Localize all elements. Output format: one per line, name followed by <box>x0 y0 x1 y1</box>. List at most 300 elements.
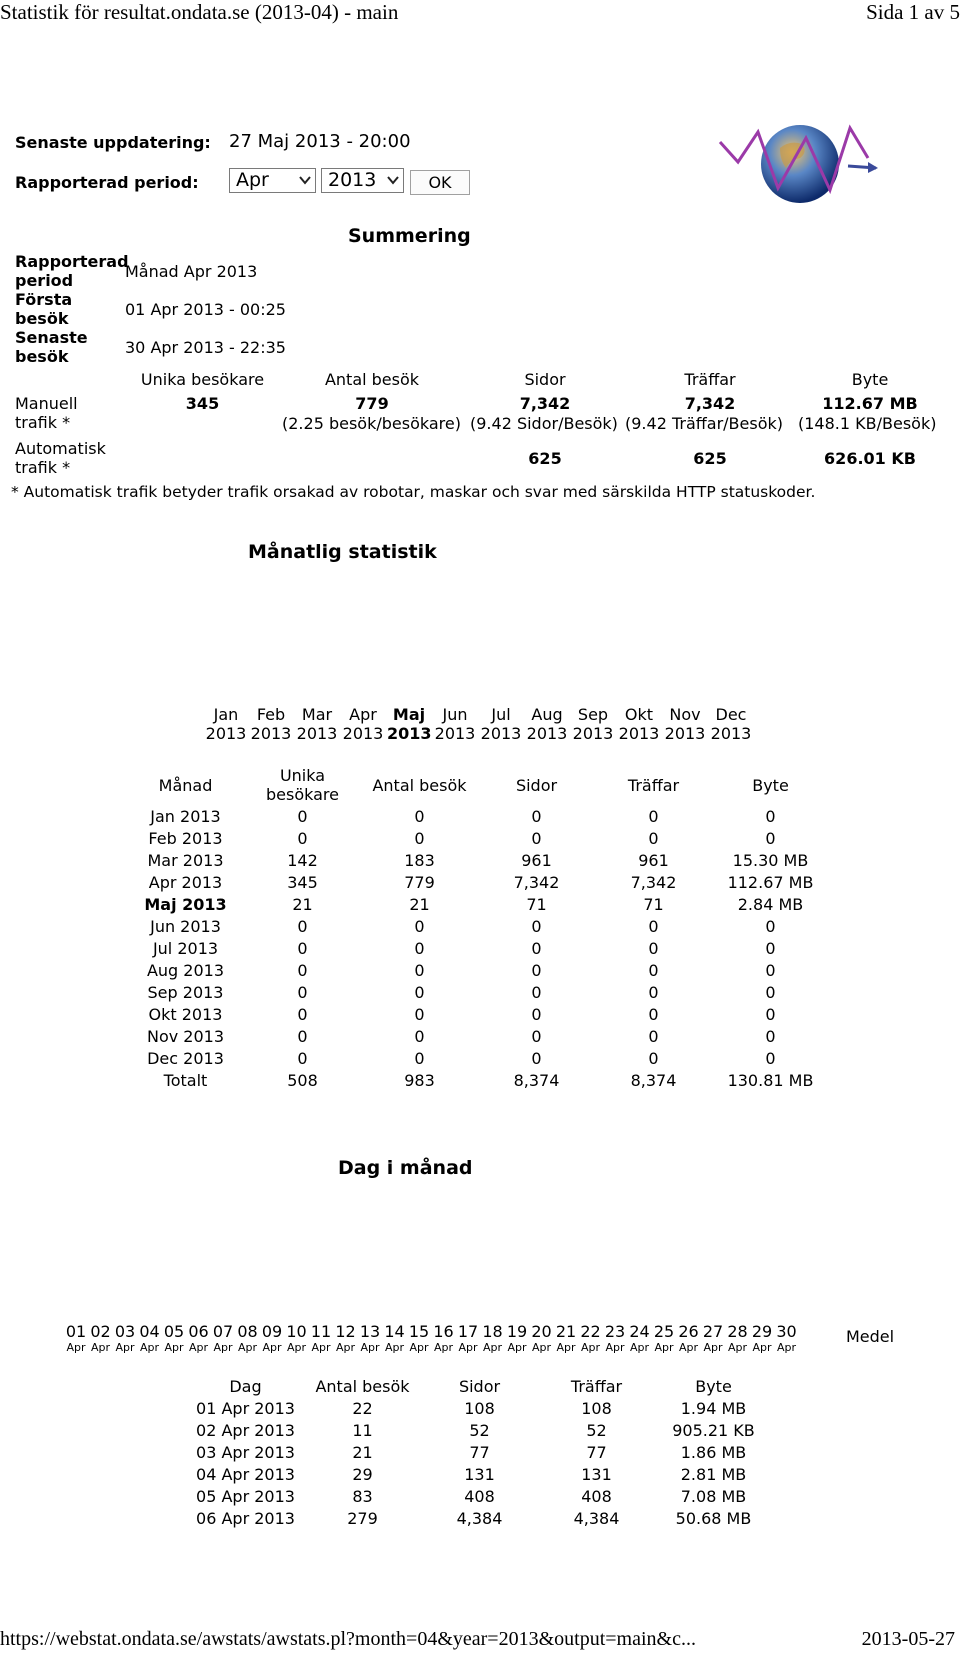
day-nav-number: 15 <box>408 1322 430 1341</box>
manual-visits: 779 <box>355 394 389 413</box>
table-row <box>127 959 829 981</box>
value-cell: 961 <box>638 850 669 870</box>
day-nav-number: 25 <box>653 1322 675 1341</box>
day-nav-number: 12 <box>335 1322 356 1341</box>
header-pages: Sidor <box>515 775 558 795</box>
value-cell: 0 <box>297 916 308 936</box>
value-cell: 0 <box>414 916 425 936</box>
day-nav-month: Apr <box>629 1341 650 1354</box>
value-cell: 108 <box>581 1398 612 1418</box>
value-cell: 2.81 MB <box>680 1464 747 1484</box>
ok-button[interactable]: OK <box>410 170 470 195</box>
value-cell: 8,374 <box>630 1070 677 1090</box>
first-visit-value: 01 Apr 2013 - 00:25 <box>125 300 286 319</box>
day-nav-item[interactable] <box>137 1322 163 1354</box>
print-header-title: Statistik för resultat.ondata.se (2013-04) - main <box>0 0 399 24</box>
last-update-value: 27 Maj 2013 - 20:00 <box>229 131 411 152</box>
value-cell: 0 <box>765 982 776 1002</box>
daily-nav <box>63 1322 843 1358</box>
day-nav-item[interactable] <box>627 1322 653 1354</box>
value-cell: 0 <box>648 960 659 980</box>
value-cell: 0 <box>765 938 776 958</box>
day-cell: 05 Apr 2013 <box>196 1486 295 1506</box>
value-cell: 0 <box>531 1048 542 1068</box>
value-cell: 21 <box>352 1442 373 1462</box>
nav-month-apr[interactable]: Apr <box>349 705 377 724</box>
value-cell: 0 <box>765 1004 776 1024</box>
day-nav-item[interactable] <box>749 1322 775 1354</box>
day-nav-month: Apr <box>458 1341 478 1354</box>
day-nav-month: Apr <box>409 1341 429 1354</box>
table-row <box>127 805 829 827</box>
value-cell: 71 <box>526 894 547 914</box>
month-cell: Mar 2013 <box>147 850 224 870</box>
year-select-value: 2013 <box>328 169 377 191</box>
value-cell: 1.94 MB <box>680 1398 747 1418</box>
value-cell: 0 <box>531 916 542 936</box>
first-visit-label: Första besök <box>15 290 73 328</box>
manual-hits-per-visit: (9.42 Träffar/Besök) <box>625 414 784 433</box>
nav-month-okt[interactable]: Okt <box>624 705 654 724</box>
month-cell: Apr 2013 <box>148 872 223 892</box>
day-nav-number: 07 <box>212 1322 234 1341</box>
value-cell: 779 <box>404 872 435 892</box>
value-cell: 0 <box>765 806 776 826</box>
nav-year: 2013 <box>480 724 522 743</box>
day-nav-item[interactable] <box>357 1322 383 1354</box>
day-nav-item[interactable] <box>112 1322 138 1354</box>
value-cell: 183 <box>404 850 435 870</box>
day-nav-item[interactable] <box>651 1322 677 1354</box>
day-nav-item[interactable] <box>210 1322 236 1354</box>
period-label: Rapporterad period: <box>15 173 199 192</box>
header-day: Dag <box>229 1376 262 1396</box>
day-nav-month: Apr <box>752 1341 772 1354</box>
header-unique: Unika besökare <box>266 766 339 804</box>
day-cell: 06 Apr 2013 <box>196 1508 295 1528</box>
value-cell: 0 <box>531 960 542 980</box>
day-nav-month: Apr <box>433 1341 454 1354</box>
day-nav-number: 13 <box>359 1322 381 1341</box>
day-nav-number: 23 <box>604 1322 626 1341</box>
table-row <box>127 915 829 937</box>
nav-year: 2013 <box>618 724 660 743</box>
chevron-down-icon <box>299 174 311 186</box>
monthly-nav <box>200 705 760 745</box>
day-nav-month: Apr <box>139 1341 160 1354</box>
day-nav-item[interactable] <box>700 1322 726 1354</box>
day-nav-number: 18 <box>482 1322 503 1341</box>
day-nav-number: 17 <box>457 1322 479 1341</box>
value-cell: 0 <box>297 938 308 958</box>
value-cell: 77 <box>586 1442 607 1462</box>
nav-month-aug[interactable]: Aug <box>531 705 563 724</box>
value-cell: 130.81 MB <box>727 1070 814 1090</box>
value-cell: 0 <box>414 960 425 980</box>
value-cell: 0 <box>765 1048 776 1068</box>
header-visits: Antal besök <box>372 775 467 795</box>
day-nav-number: 20 <box>531 1322 552 1341</box>
auto-hits: 625 <box>693 449 727 468</box>
day-nav-item[interactable] <box>602 1322 628 1354</box>
table-row <box>187 1485 772 1507</box>
table-row <box>127 849 829 871</box>
manual-hits: 7,342 <box>684 394 736 413</box>
col-header-hits: Träffar <box>684 370 736 389</box>
day-nav-item[interactable] <box>333 1322 359 1354</box>
value-cell: 408 <box>581 1486 612 1506</box>
value-cell: 0 <box>648 938 659 958</box>
day-nav-item[interactable] <box>63 1322 89 1354</box>
day-nav-number: 11 <box>310 1322 332 1341</box>
nav-year: 2013 <box>387 724 432 743</box>
day-nav-month: Apr <box>188 1341 209 1354</box>
day-nav-month: Apr <box>384 1341 405 1354</box>
col-header-unique: Unika besökare <box>140 370 265 389</box>
month-cell: Maj 2013 <box>144 894 227 914</box>
day-nav-item[interactable] <box>578 1322 604 1354</box>
day-nav-item[interactable] <box>406 1322 432 1354</box>
last-update-label: Senaste uppdatering: <box>15 133 211 152</box>
table-row <box>127 893 829 915</box>
value-cell: 0 <box>414 828 425 848</box>
monthly-table <box>127 765 829 1091</box>
value-cell: 108 <box>464 1398 495 1418</box>
day-cell: 02 Apr 2013 <box>196 1420 295 1440</box>
day-nav-item[interactable] <box>504 1322 530 1354</box>
table-row <box>127 871 829 893</box>
value-cell: 0 <box>414 1048 425 1068</box>
header-bytes: Byte <box>695 1376 732 1396</box>
table-row <box>187 1419 772 1441</box>
value-cell: 983 <box>404 1070 435 1090</box>
day-nav-item[interactable] <box>455 1322 481 1354</box>
nav-year: 2013 <box>434 724 476 743</box>
day-nav-number: 08 <box>237 1322 258 1341</box>
nav-year: 2013 <box>526 724 568 743</box>
col-header-bytes: Byte <box>851 370 889 389</box>
month-cell: Feb 2013 <box>148 828 223 848</box>
day-nav-number: 01 <box>65 1322 87 1341</box>
summary-title: Summering <box>348 225 471 247</box>
manual-visits-per-visitor: (2.25 besök/besökare) <box>282 414 461 433</box>
day-nav-month: Apr <box>580 1341 601 1354</box>
value-cell: 0 <box>531 1026 542 1046</box>
value-cell: 0 <box>765 960 776 980</box>
day-nav-month: Apr <box>531 1341 552 1354</box>
table-row <box>127 1069 829 1091</box>
value-cell: 131 <box>581 1464 612 1484</box>
day-nav-month: Apr <box>360 1341 380 1354</box>
value-cell: 21 <box>409 894 430 914</box>
auto-traffic-label: Automatisk trafik * <box>15 439 106 477</box>
day-nav-month: Apr <box>776 1341 797 1354</box>
nav-year: 2013 <box>572 724 614 743</box>
month-cell: Nov 2013 <box>146 1026 225 1046</box>
day-nav-item[interactable] <box>382 1322 408 1354</box>
value-cell: 0 <box>648 1048 659 1068</box>
value-cell: 0 <box>648 916 659 936</box>
nav-year: 2013 <box>296 724 338 743</box>
day-nav-month: Apr <box>703 1341 723 1354</box>
print-header-page: Sida 1 av 5 <box>866 0 960 24</box>
day-nav-number: 30 <box>776 1322 797 1341</box>
day-nav-item[interactable] <box>308 1322 334 1354</box>
value-cell: 15.30 MB <box>732 850 809 870</box>
value-cell: 0 <box>414 1004 425 1024</box>
value-cell: 0 <box>297 982 308 1002</box>
month-select-value: Apr <box>236 169 269 191</box>
month-cell: Jun 2013 <box>150 916 221 936</box>
value-cell: 508 <box>287 1070 318 1090</box>
value-cell: 1.86 MB <box>680 1442 747 1462</box>
nav-year: 2013 <box>250 724 292 743</box>
table-row <box>187 1397 772 1419</box>
nav-month-jan[interactable]: Jan <box>213 705 239 724</box>
last-visit-label: Senaste besök <box>15 328 88 366</box>
day-nav-month: Apr <box>654 1341 674 1354</box>
day-nav-item[interactable] <box>553 1322 579 1354</box>
day-nav-number: 22 <box>580 1322 601 1341</box>
day-nav-month: Apr <box>507 1341 527 1354</box>
value-cell: 0 <box>414 806 425 826</box>
value-cell: 0 <box>297 806 308 826</box>
day-nav-month: Apr <box>286 1341 307 1354</box>
value-cell: 22 <box>352 1398 373 1418</box>
auto-bytes: 626.01 KB <box>824 449 916 468</box>
period-row-label: Rapporterad period <box>15 252 129 290</box>
day-nav-item[interactable] <box>235 1322 261 1354</box>
value-cell: 0 <box>297 1026 308 1046</box>
value-cell: 0 <box>414 938 425 958</box>
day-nav-number: 27 <box>702 1322 724 1341</box>
value-cell: 408 <box>464 1486 495 1506</box>
day-nav-month: Apr <box>237 1341 258 1354</box>
month-cell: Totalt <box>163 1070 208 1090</box>
value-cell: 0 <box>297 1004 308 1024</box>
table-row <box>127 1003 829 1025</box>
daily-header-row <box>187 1375 772 1397</box>
day-nav-number: 05 <box>163 1322 185 1341</box>
month-cell: Jul 2013 <box>152 938 219 958</box>
manual-bytes-per-visit: (148.1 KB/Besök) <box>798 414 937 433</box>
day-nav-number: 24 <box>629 1322 650 1341</box>
day-nav-number: 10 <box>286 1322 307 1341</box>
value-cell: 345 <box>287 872 318 892</box>
auto-pages: 625 <box>528 449 562 468</box>
table-row <box>187 1441 772 1463</box>
day-nav-month: Apr <box>311 1341 331 1354</box>
header-visits: Antal besök <box>315 1376 410 1396</box>
value-cell: 0 <box>531 1004 542 1024</box>
value-cell: 0 <box>765 916 776 936</box>
day-nav-month: Apr <box>164 1341 184 1354</box>
nav-month-nov[interactable]: Nov <box>669 705 701 724</box>
value-cell: 0 <box>531 982 542 1002</box>
nav-month-dec[interactable]: Dec <box>715 705 747 724</box>
header-hits: Träffar <box>627 775 680 795</box>
day-nav-item[interactable] <box>529 1322 555 1354</box>
header-hits: Träffar <box>570 1376 623 1396</box>
day-nav-month: Apr <box>482 1341 503 1354</box>
value-cell: 0 <box>531 806 542 826</box>
day-nav-item[interactable] <box>725 1322 751 1354</box>
header-bytes: Byte <box>752 775 789 795</box>
nav-year: 2013 <box>710 724 752 743</box>
day-nav-number: 02 <box>90 1322 111 1341</box>
value-cell: 8,374 <box>513 1070 560 1090</box>
value-cell: 0 <box>648 828 659 848</box>
value-cell: 961 <box>521 850 552 870</box>
day-nav-month: Apr <box>727 1341 748 1354</box>
header-pages: Sidor <box>458 1376 501 1396</box>
value-cell: 7,342 <box>630 872 677 892</box>
day-nav-number: 09 <box>261 1322 283 1341</box>
col-header-visits: Antal besök <box>324 370 420 389</box>
table-row <box>187 1507 772 1529</box>
daily-title: Dag i månad <box>338 1157 473 1179</box>
day-nav-number: 06 <box>188 1322 209 1341</box>
day-nav-number: 21 <box>555 1322 577 1341</box>
nav-month-mar[interactable]: Mar <box>301 705 333 724</box>
day-nav-number: 26 <box>678 1322 699 1341</box>
daily-table <box>187 1375 772 1529</box>
monthly-header-row <box>127 765 829 805</box>
table-row <box>127 827 829 849</box>
nav-year: 2013 <box>205 724 247 743</box>
table-row <box>127 1025 829 1047</box>
day-cell: 04 Apr 2013 <box>196 1464 295 1484</box>
day-nav-item[interactable] <box>774 1322 800 1354</box>
chevron-down-icon <box>387 174 399 186</box>
value-cell: 0 <box>414 982 425 1002</box>
value-cell: 7.08 MB <box>680 1486 747 1506</box>
period-row-value: Månad Apr 2013 <box>125 262 258 281</box>
day-nav-number: 19 <box>506 1322 528 1341</box>
value-cell: 142 <box>287 850 318 870</box>
value-cell: 279 <box>347 1508 378 1528</box>
month-cell: Sep 2013 <box>147 982 224 1002</box>
day-nav-number: 03 <box>114 1322 136 1341</box>
day-nav-number: 14 <box>384 1322 405 1341</box>
value-cell: 0 <box>531 938 542 958</box>
table-row <box>127 937 829 959</box>
value-cell: 131 <box>464 1464 495 1484</box>
day-nav-month: Apr <box>262 1341 282 1354</box>
value-cell: 905.21 KB <box>672 1420 755 1440</box>
day-nav-month: Apr <box>556 1341 576 1354</box>
month-select[interactable] <box>229 168 316 193</box>
manual-pages: 7,342 <box>519 394 571 413</box>
day-nav-item[interactable] <box>676 1322 702 1354</box>
nav-month-sep[interactable]: Sep <box>577 705 609 724</box>
value-cell: 0 <box>531 828 542 848</box>
monthly-title: Månatlig statistik <box>248 541 437 563</box>
manual-bytes: 112.67 MB <box>822 394 918 413</box>
value-cell: 0 <box>648 1004 659 1024</box>
value-cell: 83 <box>352 1486 373 1506</box>
manual-traffic-label: Manuell trafik * <box>15 394 78 432</box>
nav-month-jun[interactable]: Jun <box>442 705 468 724</box>
nav-month-jul[interactable]: Jul <box>491 705 511 724</box>
nav-month-feb[interactable]: Feb <box>256 705 286 724</box>
month-cell: Aug 2013 <box>146 960 225 980</box>
value-cell: 77 <box>469 1442 490 1462</box>
nav-year: 2013 <box>664 724 706 743</box>
day-nav-month: Apr <box>115 1341 135 1354</box>
value-cell: 2.84 MB <box>737 894 804 914</box>
manual-pages-per-visit: (9.42 Sidor/Besök) <box>470 414 618 433</box>
value-cell: 0 <box>648 982 659 1002</box>
day-nav-item[interactable] <box>480 1322 506 1354</box>
value-cell: 4,384 <box>456 1508 503 1528</box>
auto-traffic-footnote: * Automatisk trafik betyder trafik orsakad av robotar, maskar och svar med särskilda HTTP statuskoder. <box>11 483 816 501</box>
month-cell: Jan 2013 <box>150 806 221 826</box>
table-row <box>187 1463 772 1485</box>
value-cell: 0 <box>648 806 659 826</box>
day-nav-number: 16 <box>433 1322 454 1341</box>
value-cell: 71 <box>643 894 664 914</box>
day-nav-item[interactable] <box>431 1322 457 1354</box>
value-cell: 0 <box>648 1026 659 1046</box>
col-header-pages: Sidor <box>524 370 566 389</box>
nav-year: 2013 <box>342 724 384 743</box>
day-cell: 03 Apr 2013 <box>196 1442 295 1462</box>
daily-nav-average: Medel <box>846 1327 895 1346</box>
day-cell: 01 Apr 2013 <box>196 1398 295 1418</box>
last-visit-value: 30 Apr 2013 - 22:35 <box>125 338 286 357</box>
day-nav-item[interactable] <box>284 1322 310 1354</box>
day-nav-month: Apr <box>678 1341 699 1354</box>
awstats-globe-logo <box>718 118 878 210</box>
day-nav-number: 04 <box>139 1322 160 1341</box>
value-cell: 21 <box>292 894 313 914</box>
month-cell: Okt 2013 <box>148 1004 223 1024</box>
day-nav-number: 29 <box>751 1322 773 1341</box>
value-cell: 52 <box>469 1420 490 1440</box>
nav-month-maj[interactable]: Maj <box>392 705 426 724</box>
day-nav-month: Apr <box>213 1341 233 1354</box>
value-cell: 7,342 <box>513 872 560 892</box>
day-nav-month: Apr <box>335 1341 356 1354</box>
value-cell: 0 <box>297 1048 308 1068</box>
day-nav-month: Apr <box>605 1341 625 1354</box>
day-nav-item[interactable] <box>186 1322 212 1354</box>
value-cell: 0 <box>765 828 776 848</box>
print-footer-date: 2013-05-27 <box>861 1628 955 1650</box>
value-cell: 11 <box>352 1420 373 1440</box>
value-cell: 0 <box>765 1026 776 1046</box>
table-row <box>127 1047 829 1069</box>
day-nav-number: 28 <box>727 1322 748 1341</box>
day-nav-item[interactable] <box>88 1322 114 1354</box>
month-cell: Dec 2013 <box>147 1048 224 1068</box>
value-cell: 52 <box>586 1420 607 1440</box>
value-cell: 29 <box>352 1464 373 1484</box>
year-select[interactable] <box>321 168 404 193</box>
header-month: Månad <box>158 775 213 795</box>
value-cell: 50.68 MB <box>675 1508 752 1528</box>
day-nav-month: Apr <box>66 1341 86 1354</box>
day-nav-item[interactable] <box>259 1322 285 1354</box>
day-nav-month: Apr <box>90 1341 111 1354</box>
table-row <box>127 981 829 1003</box>
manual-unique: 345 <box>185 394 220 413</box>
value-cell: 0 <box>297 828 308 848</box>
value-cell: 112.67 MB <box>727 872 814 892</box>
day-nav-item[interactable] <box>161 1322 187 1354</box>
value-cell: 4,384 <box>573 1508 620 1528</box>
